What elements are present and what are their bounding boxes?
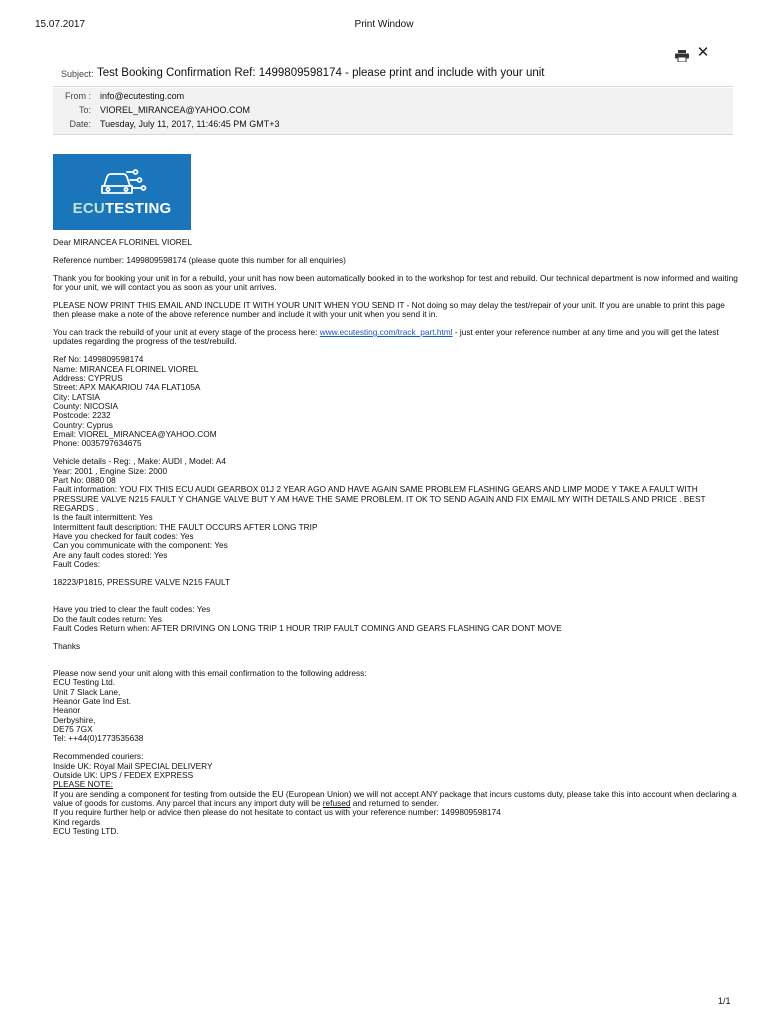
print-date: 15.07.2017	[35, 19, 86, 30]
fault-clear-line: Do the fault codes return: Yes	[53, 613, 162, 624]
vehicle-line: Have you checked for fault codes: Yes	[53, 530, 194, 541]
reference-number: Reference number: 1499809598174 (please quote this number for all enquiries)	[53, 254, 346, 265]
thanks: Thanks	[53, 640, 81, 651]
from-label: From :	[65, 91, 91, 101]
detail-line: Phone: 0035797634675	[53, 438, 142, 449]
detail-line: Name: MIRANCEA FLORINEL VIOREL	[53, 363, 199, 374]
greeting: Dear MIRANCEA FLORINEL VIOREL	[53, 237, 192, 247]
signoff: ECU Testing LTD.	[53, 826, 119, 837]
vehicle-details	[53, 457, 743, 569]
address-line: Unit 7 Slack Lane,	[53, 686, 121, 697]
fault-clear-line: Have you tried to clear the fault codes: Yes	[53, 604, 211, 615]
help-line: If you require further help or advice then please do not hesitate to contact us with your reference number: 1499809598174	[53, 807, 501, 818]
vehicle-line: Vehicle details - Reg: , Make: AUDI , Model: A4	[53, 456, 226, 467]
shipping-address	[53, 669, 743, 744]
address-line: Tel: ++44(0)1773535638	[53, 733, 144, 744]
print-notice: PLEASE NOW PRINT THIS EMAIL AND INCLUDE IT WITH YOUR UNIT WHEN YOU SEND IT - Not doing so may delay the test/repair of your unit. If you are unable to print this page then please make a note of the above reference number and include it with your unit when you send it in.	[53, 299, 725, 320]
vehicle-line: Is the fault intermittent: Yes	[53, 512, 153, 523]
detail-line: County: NICOSIA	[53, 400, 119, 411]
courier-line: Recommended couriers:	[53, 751, 144, 762]
detail-line: City: LATSIA	[53, 391, 100, 402]
subject-row	[53, 62, 733, 87]
thanks-paragraph: Thank you for booking your unit in for a rebuild, your unit has now been automatically booked in to the workshop for test and rebuild. Our technical department is now informed and waiting for your unit, we will contact you as soon as your unit arrives.	[53, 272, 738, 293]
vehicle-line: Year: 2001 , Engine Size: 2000	[53, 465, 168, 476]
vehicle-line: Part No: 0880 08	[53, 474, 116, 485]
print-window-title: Print Window	[354, 19, 414, 30]
detail-line: Ref No: 1499809598174	[53, 354, 144, 365]
vehicle-line: Intermittent fault description: THE FAULT OCCURS AFTER LONG TRIP	[53, 521, 318, 532]
address-line: Derbyshire,	[53, 714, 96, 725]
close-icon[interactable]: ✕	[696, 44, 710, 61]
detail-line: Postcode: 2232	[53, 410, 111, 421]
address-line: ECU Testing Ltd.	[53, 677, 116, 688]
fault-clear-details	[53, 605, 743, 633]
printer-icon[interactable]	[675, 49, 689, 61]
car-circuit-icon	[97, 166, 147, 198]
vehicle-line: Fault Codes:	[53, 558, 101, 569]
date-row	[53, 119, 733, 133]
kind-regards: Kind regards	[53, 816, 101, 827]
logo-wordmark: ECUTESTING	[72, 200, 172, 217]
subject-label: Subject:	[61, 69, 94, 79]
ecutesting-logo	[53, 154, 191, 230]
please-note-heading: PLEASE NOTE:	[53, 779, 113, 790]
date-label: Date:	[69, 119, 91, 129]
email-date: Tuesday, July 11, 2017, 11:46:45 PM GMT+3	[100, 119, 280, 129]
vehicle-line: Are any fault codes stored: Yes	[53, 549, 168, 560]
couriers	[53, 752, 743, 836]
vehicle-line: Fault information: YOU FIX THIS ECU AUDI GEARBOX 01J 2 YEAR AGO AND HAVE AGAIN SAME PROBLEM FLASHING GEARS AND LIMP MODE Y TAKE A FAULT WITH PRESSURE VALVE N215 FAULT Y CHANGE VALVE BUT Y AM HAVE THE SAME PROBLEM. IT OK TO SEND AGAIN AND FIX EMAIL MY WITH DETAILS AND PRICE . BEST REGARDS .	[53, 484, 706, 513]
vehicle-line: Can you communicate with the component: Yes	[53, 540, 228, 551]
eu-customs-note: If you are sending a component for testing from outside the EU (European Union) we will not accept ANY package that incurs customs duty, please take this into account when declaring a value of goods for customs. Any parcel that incurs any import duty will be refused and returned to sender.	[53, 788, 737, 808]
email-subject: Test Booking Confirmation Ref: 1499809598174 - please print and include with your unit	[97, 67, 545, 79]
email-body	[53, 238, 743, 836]
page-number: 1/1	[718, 996, 731, 1006]
fault-code: 18223/P1815, PRESSURE VALVE N215 FAULT	[53, 576, 231, 587]
address-line: Heanor Gate Ind Est.	[53, 696, 131, 707]
detail-line: Street: APX MAKARIOU 74A FLAT105A	[53, 382, 201, 393]
detail-line: Country: Cyprus	[53, 419, 113, 430]
to-row	[53, 105, 733, 119]
detail-line: Address: CYPRUS	[53, 372, 123, 383]
to-address[interactable]: VIOREL_MIRANCEA@YAHOO.COM	[100, 105, 250, 115]
courier-line: Outside UK: UPS / FEDEX EXPRESS	[53, 769, 194, 780]
to-label: To:	[78, 105, 91, 115]
address-line: DE75 7GX	[53, 724, 93, 735]
email-meta	[53, 88, 733, 135]
customer-details	[53, 355, 743, 448]
fault-clear-line: Fault Codes Return when: AFTER DRIVING ON LONG TRIP 1 HOUR TRIP FAULT COMING AND GEARS FLASHING CAR DONT MOVE	[53, 622, 562, 633]
address-line: Heanor	[53, 705, 81, 716]
from-address[interactable]: info@ecutesting.com	[100, 91, 185, 101]
track-link[interactable]: www.ecutesting.com/track_part.html	[319, 327, 453, 338]
courier-line: Inside UK: Royal Mail SPECIAL DELIVERY	[53, 760, 213, 771]
print-header	[0, 0, 768, 40]
from-row	[53, 91, 733, 105]
detail-line: Email: VIOREL_MIRANCEA@YAHOO.COM	[53, 429, 217, 439]
tracking-paragraph: You can track the rebuild of your unit at every stage of the process here: www.ecutesting.com/track_part.html - just enter your reference number at any time and you will get the latest updates regarding the progress of the test/rebuild.	[53, 327, 719, 347]
address-line: Please now send your unit along with this email confirmation to the following address:	[53, 668, 367, 679]
